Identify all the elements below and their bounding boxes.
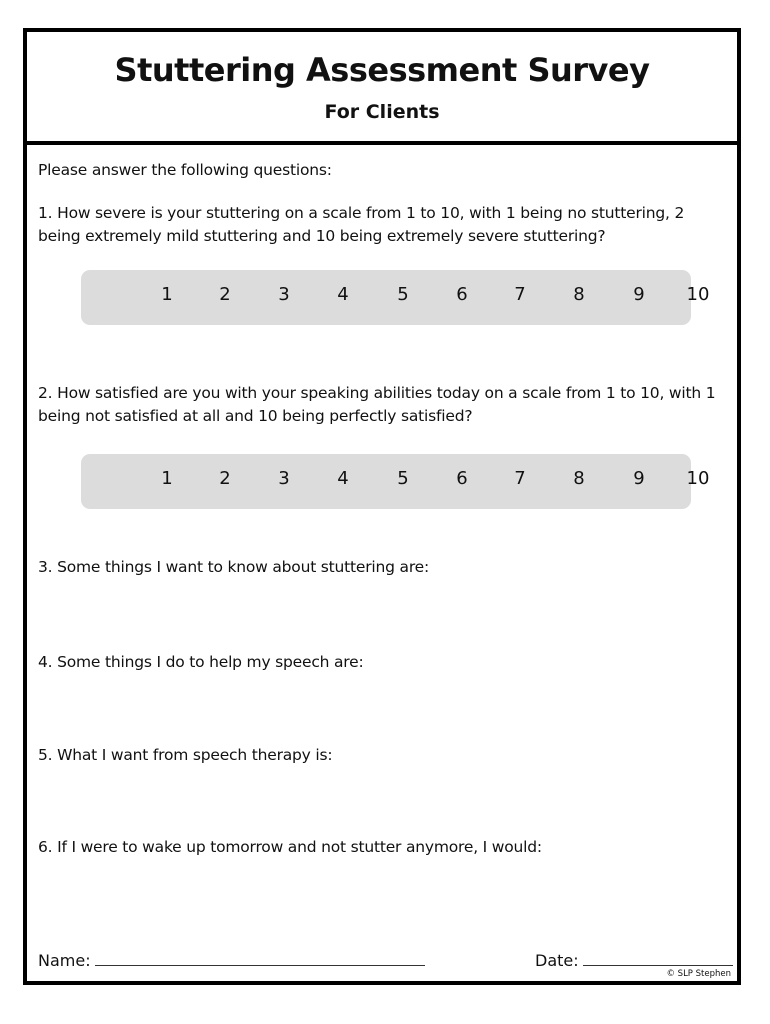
scale-2-option[interactable]: 6 <box>456 468 468 489</box>
question-4: 4. Some things I do to help my speech are: <box>38 653 364 671</box>
rating-scale-2 <box>81 454 710 509</box>
scale-1-option[interactable]: 3 <box>278 284 290 305</box>
scale-2-option[interactable]: 10 <box>686 468 710 489</box>
instructions: Please answer the following questions: <box>38 161 332 179</box>
scale-1-option[interactable]: 1 <box>161 284 173 305</box>
page-subtitle: For Clients <box>324 101 440 123</box>
scale-1-option[interactable]: 8 <box>573 284 585 305</box>
scale-2-option[interactable]: 9 <box>633 468 645 489</box>
scale-1-option[interactable]: 6 <box>456 284 468 305</box>
scale-1-option[interactable]: 7 <box>514 284 526 305</box>
scale-1-option[interactable]: 2 <box>219 284 231 305</box>
scale-2-option[interactable]: 5 <box>397 468 409 489</box>
scale-2-option[interactable]: 4 <box>337 468 349 489</box>
scale-2-option[interactable]: 2 <box>219 468 231 489</box>
page-title: Stuttering Assessment Survey <box>114 51 650 89</box>
scale-1-option[interactable]: 10 <box>686 284 710 305</box>
question-3: 3. Some things I want to know about stuttering are: <box>38 558 430 576</box>
question-6: 6. If I were to wake up tomorrow and not stutter anymore, I would: <box>38 838 542 856</box>
date-field[interactable] <box>535 951 733 970</box>
scale-1-option[interactable]: 9 <box>633 284 645 305</box>
worksheet-frame <box>23 28 741 985</box>
scale-2-option[interactable]: 1 <box>161 468 173 489</box>
scale-1-option[interactable]: 5 <box>397 284 409 305</box>
scale-2-option[interactable]: 3 <box>278 468 290 489</box>
date-blank-line[interactable] <box>583 951 733 966</box>
header <box>27 32 737 145</box>
rating-scale-1 <box>81 270 710 325</box>
question-1: 1. How severe is your stuttering on a scale from 1 to 10, with 1 being no stuttering, 2 being extremely mild stuttering and 10 being extremely severe stuttering? <box>38 204 685 245</box>
scale-2-option[interactable]: 7 <box>514 468 526 489</box>
question-5: 5. What I want from speech therapy is: <box>38 746 333 764</box>
name-label: Name: <box>38 951 91 970</box>
question-2: 2. How satisfied are you with your speaking abilities today on a scale from 1 to 10, with 1 being not satisfied at all and 10 being perfectly satisfied? <box>38 384 716 425</box>
name-blank-line[interactable] <box>95 951 425 966</box>
copyright-notice: © SLP Stephen <box>666 969 731 979</box>
scale-2-option[interactable]: 8 <box>573 468 585 489</box>
name-field[interactable] <box>38 951 425 970</box>
date-label: Date: <box>535 951 579 970</box>
scale-1-option[interactable]: 4 <box>337 284 349 305</box>
